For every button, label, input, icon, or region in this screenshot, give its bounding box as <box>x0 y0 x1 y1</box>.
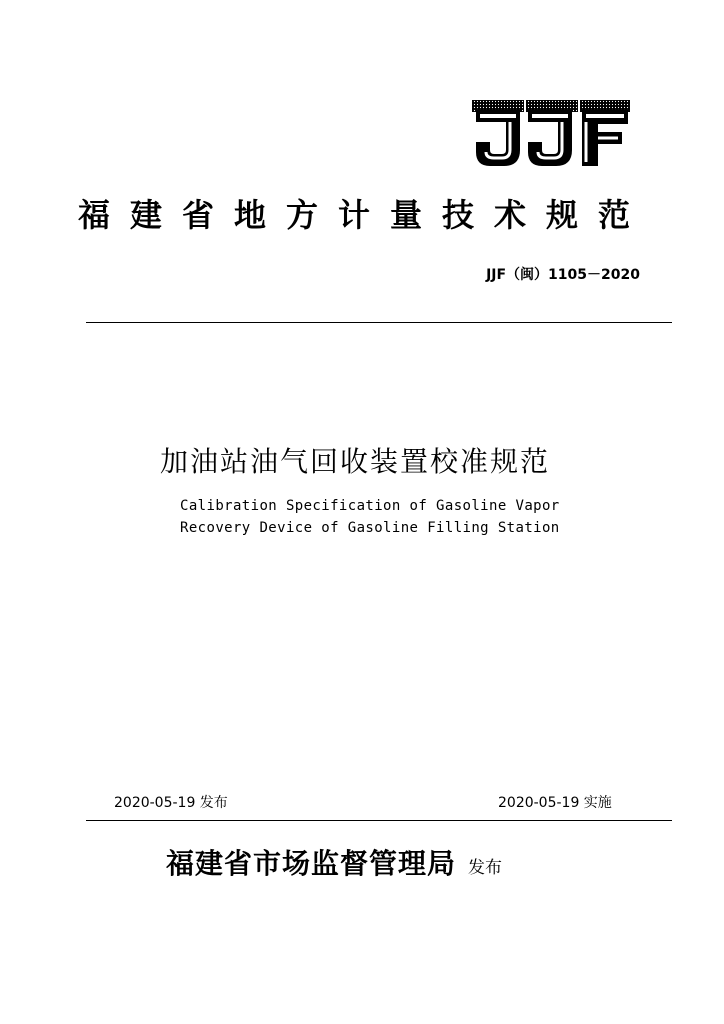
logo-letter-f <box>582 110 628 166</box>
logo-letter-j-2 <box>528 110 572 166</box>
jjf-logo <box>470 100 630 170</box>
english-title-line-2: Recovery Device of Gasoline Filling Station <box>180 520 560 536</box>
publisher-name: 福建省市场监督管理局 <box>166 847 457 880</box>
standard-category-title: 福建省地方计量技术规范 <box>78 196 651 234</box>
english-title-line-1: Calibration Specification of Gasoline Vapor <box>180 498 560 514</box>
bottom-divider <box>86 820 672 821</box>
publisher-suffix: 发布 <box>468 858 503 878</box>
chinese-title: 加油站油气回收装置校准规范 <box>160 445 551 478</box>
top-divider <box>86 322 672 323</box>
publisher <box>166 842 502 882</box>
logo-letter-j-1 <box>476 110 520 166</box>
publish-date: 2020-05-19 发布 <box>114 795 228 811</box>
document-number: JJF（闽）1105－2020 <box>486 267 640 283</box>
implement-date: 2020-05-19 实施 <box>498 795 612 811</box>
